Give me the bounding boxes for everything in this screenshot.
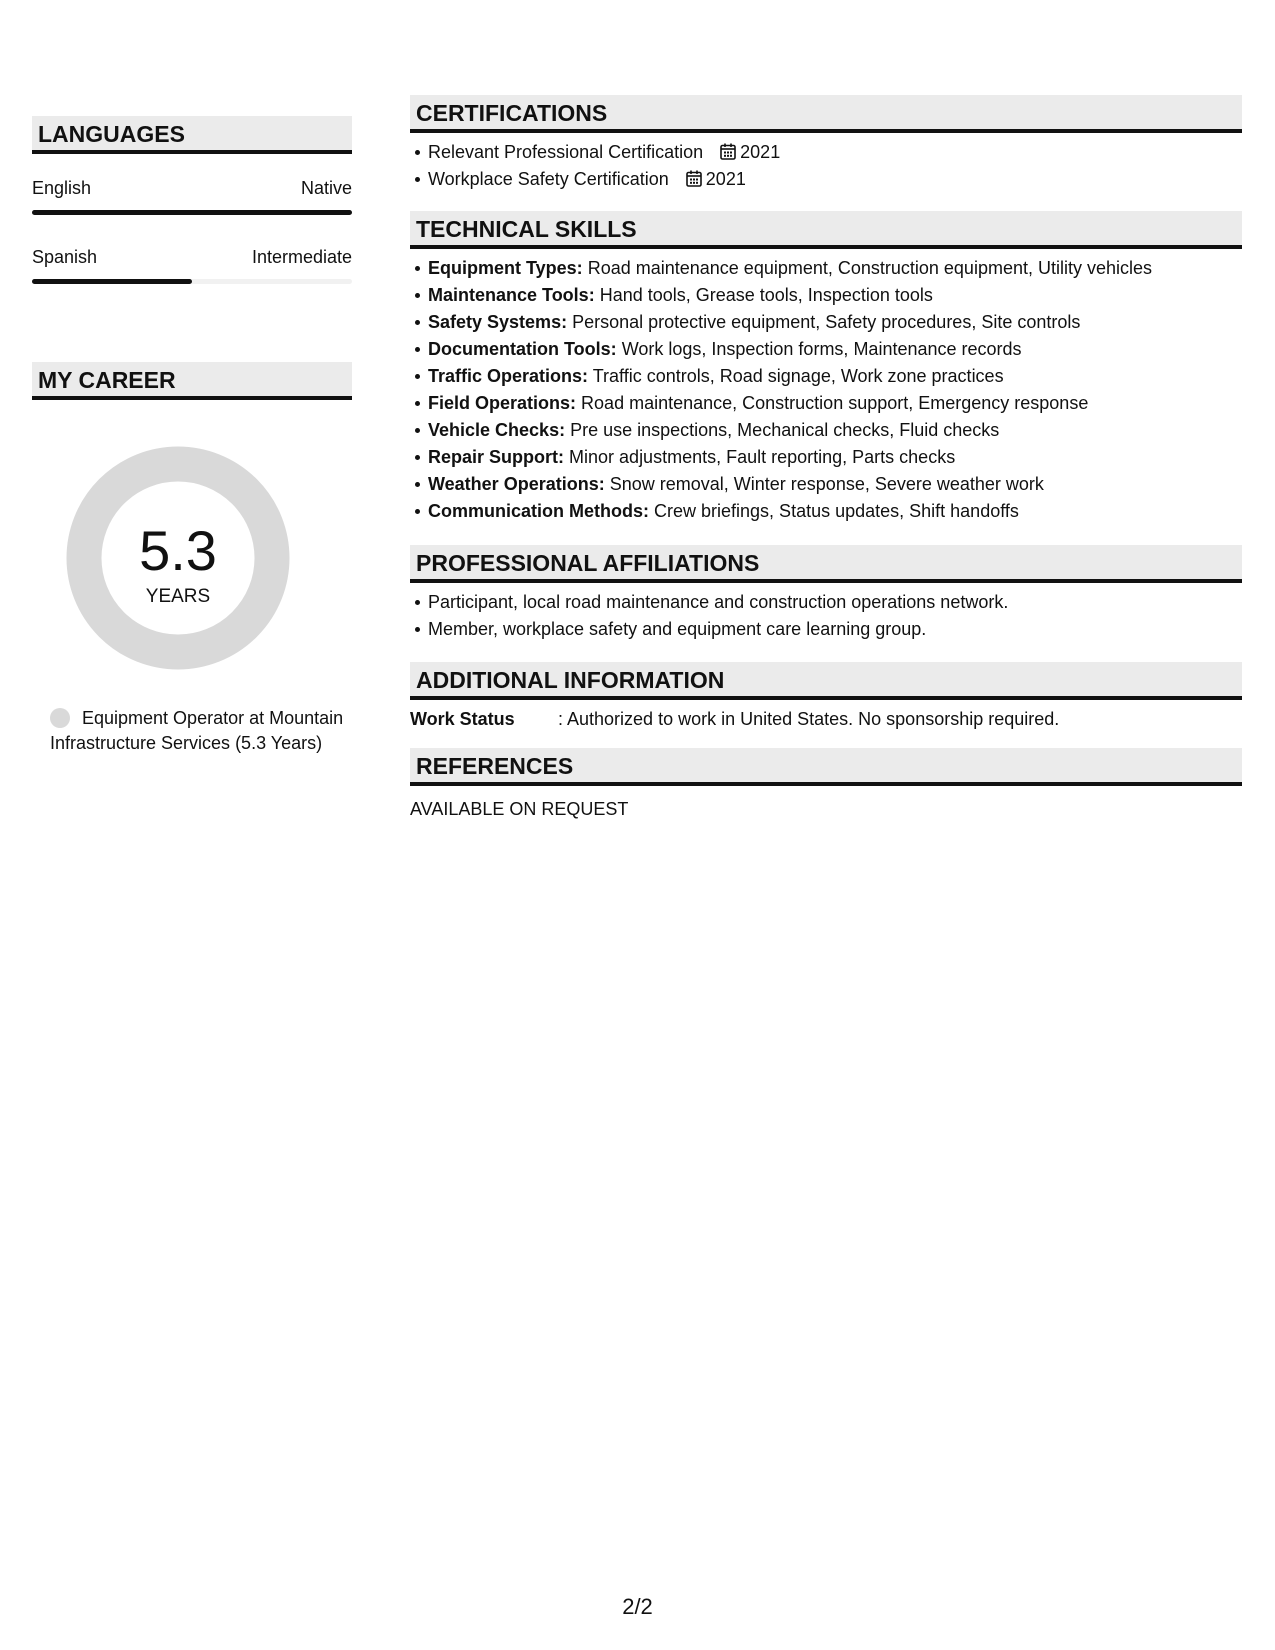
language-proficiency-fill	[32, 279, 192, 284]
skill-key: Safety Systems:	[428, 312, 568, 332]
skill-value: Traffic controls, Road signage, Work zone practices	[592, 366, 1004, 386]
career-years-donut	[66, 446, 290, 670]
skill-item	[428, 336, 1242, 363]
career-years-label: YEARS	[145, 586, 211, 607]
skill-key: Weather Operations:	[428, 474, 605, 494]
references-heading: REFERENCES	[410, 748, 1242, 786]
calendar-icon	[686, 170, 702, 187]
affiliations-heading: PROFESSIONAL AFFILIATIONS	[410, 545, 1242, 583]
additional-info-heading: ADDITIONAL INFORMATION	[410, 662, 1242, 700]
certifications-list	[410, 139, 1242, 193]
career-years-value: 5.3	[139, 519, 217, 582]
skill-value: Road maintenance, Construction support, Emergency response	[581, 393, 1089, 413]
skill-value: Minor adjustments, Fault reporting, Parts checks	[569, 447, 956, 467]
skill-key: Field Operations:	[428, 393, 577, 413]
technical-skills-heading: TECHNICAL SKILLS	[410, 211, 1242, 249]
certification-item	[428, 139, 1242, 166]
skill-item	[428, 498, 1242, 525]
skill-key: Traffic Operations:	[428, 366, 589, 386]
language-proficiency-fill	[32, 210, 352, 215]
skill-key: Equipment Types:	[428, 258, 583, 278]
affiliation-item: Participant, local road maintenance and construction operations network.	[428, 589, 1242, 616]
certification-year: 2021	[705, 169, 746, 189]
skill-value: Hand tools, Grease tools, Inspection tools	[599, 285, 933, 305]
skill-key: Repair Support:	[428, 447, 565, 467]
skill-item	[428, 444, 1242, 471]
language-name: English	[32, 178, 92, 198]
page-number: 2/2	[622, 1594, 653, 1619]
certifications-section	[410, 95, 1242, 193]
skill-value: Work logs, Inspection forms, Maintenance records	[621, 339, 1022, 359]
skill-item	[428, 255, 1242, 282]
calendar-icon	[720, 143, 736, 160]
work-status-row	[410, 706, 1242, 732]
skill-item	[428, 282, 1242, 309]
career-heading: MY CAREER	[32, 362, 352, 400]
affiliations-list	[410, 589, 1242, 643]
work-status-value: : Authorized to work in United States. No sponsorship required.	[558, 709, 1060, 729]
technical-skills-list	[410, 255, 1242, 525]
affiliation-item: Member, workplace safety and equipment care learning group.	[428, 616, 1242, 643]
affiliations-section	[410, 545, 1242, 643]
career-dot-icon	[50, 708, 70, 728]
skill-key: Vehicle Checks:	[428, 420, 566, 440]
skill-value: Personal protective equipment, Safety procedures, Site controls	[572, 312, 1081, 332]
certification-year: 2021	[740, 142, 781, 162]
skill-item	[428, 363, 1242, 390]
skill-value: Pre use inspections, Mechanical checks, Fluid checks	[570, 420, 1000, 440]
language-level: Native	[300, 178, 352, 198]
language-proficiency-bar	[32, 210, 352, 215]
skill-value: Road maintenance equipment, Construction equipment, Utility vehicles	[587, 258, 1153, 278]
skill-key: Communication Methods:	[428, 501, 649, 521]
career-entry	[50, 706, 350, 756]
career-entry-text: Equipment Operator at Mountain Infrastructure Services (5.3 Years)	[50, 708, 344, 753]
certification-name: Relevant Professional Certification	[428, 142, 704, 162]
language-proficiency-bar	[32, 279, 352, 284]
technical-skills-section	[410, 211, 1242, 525]
certifications-heading: CERTIFICATIONS	[410, 95, 1242, 133]
work-status-label: Work Status	[410, 709, 515, 729]
certification-name: Workplace Safety Certification	[428, 169, 669, 189]
skill-key: Maintenance Tools:	[428, 285, 595, 305]
language-level: Intermediate	[251, 247, 352, 267]
skill-item	[428, 390, 1242, 417]
skill-value: Crew briefings, Status updates, Shift handoffs	[654, 501, 1019, 521]
skill-key: Documentation Tools:	[428, 339, 617, 359]
languages-heading: LANGUAGES	[32, 116, 352, 154]
language-name: Spanish	[32, 247, 98, 267]
references-text: AVAILABLE ON REQUEST	[410, 799, 629, 819]
skill-value: Snow removal, Winter response, Severe weather work	[609, 474, 1044, 494]
skill-item	[428, 471, 1242, 498]
skill-item	[428, 417, 1242, 444]
certification-item	[428, 166, 1242, 193]
skill-item	[428, 309, 1242, 336]
additional-info-section	[410, 662, 1242, 732]
references-section	[410, 748, 1242, 822]
